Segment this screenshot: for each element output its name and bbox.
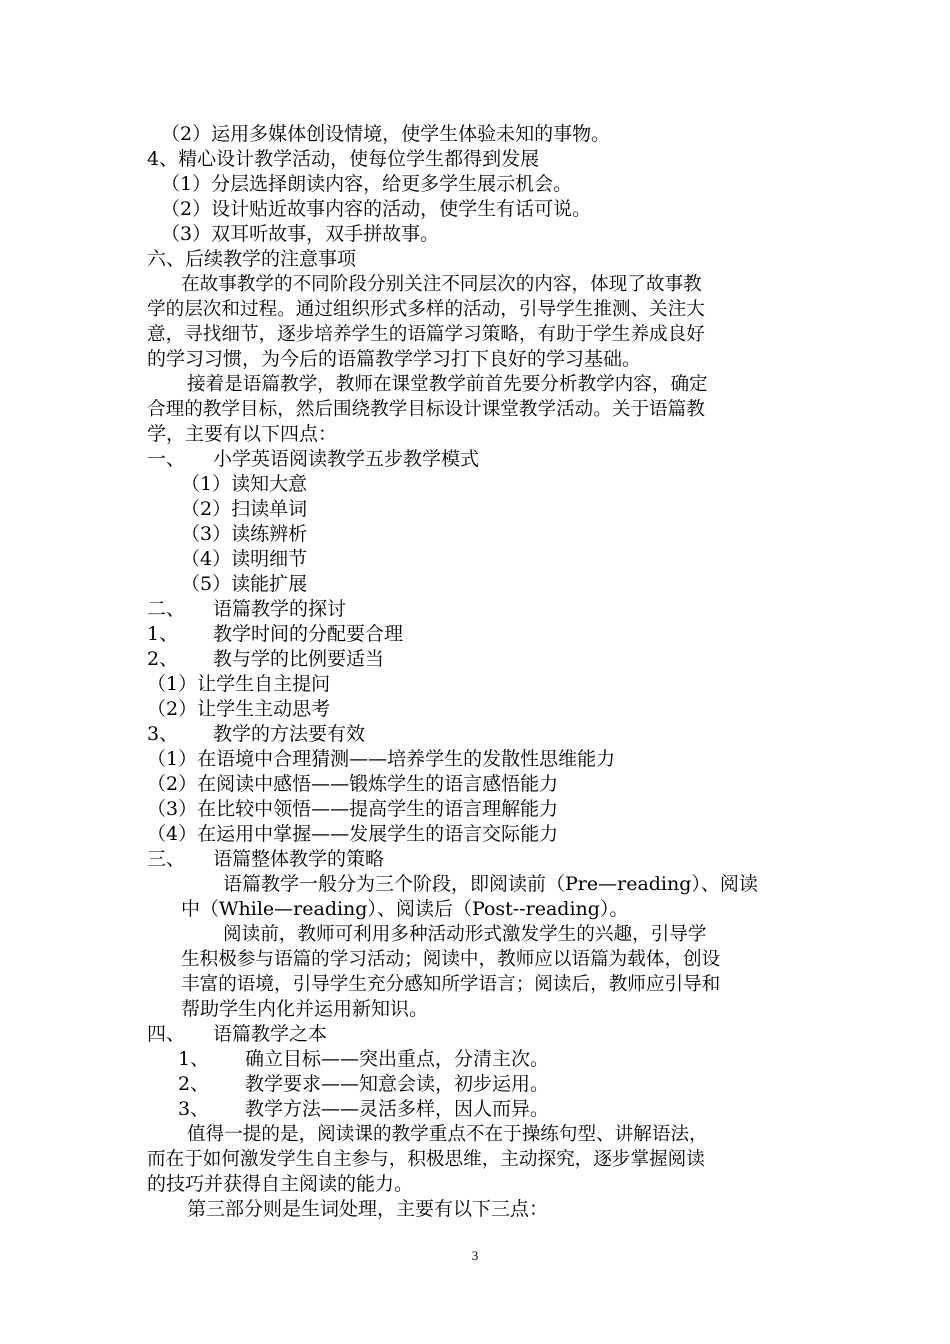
- numbered-item: [147, 722, 365, 747]
- list-item: （2）设计贴近故事内容的活动，使学生有话可说。: [161, 198, 592, 220]
- list-item: （2）运用多媒体创设情境，使学生体验未知的事物。: [161, 123, 611, 145]
- section-heading: [147, 847, 384, 872]
- heading-number: 二、: [147, 598, 186, 620]
- list-item: （5）读能扩展: [181, 573, 308, 595]
- heading-text: 语篇教学的探讨: [213, 598, 347, 620]
- heading-text: 小学英语阅读教学五步教学模式: [213, 448, 480, 470]
- paragraph-line: 的学习习惯，为今后的语篇教学学习打下良好的学习基础。: [147, 348, 642, 370]
- list-item: （4）读明细节: [181, 548, 308, 570]
- heading-text: 语篇整体教学的策略: [213, 848, 385, 870]
- item-text: 确立目标——突出重点，分清主次。: [245, 1048, 550, 1070]
- paragraph-line: 的技巧并获得自主阅读的能力。: [147, 1173, 414, 1195]
- heading-number: 一、: [147, 448, 186, 470]
- item-number: 3、: [147, 723, 179, 745]
- heading-number: 四、: [147, 1023, 186, 1045]
- item-number: 3、: [178, 1098, 210, 1120]
- item-text: 教学的方法要有效: [213, 723, 366, 745]
- item-text: 教学时间的分配要合理: [213, 623, 404, 645]
- item-number: 1、: [147, 623, 179, 645]
- numbered-item: [178, 1072, 549, 1097]
- page-number: 3: [471, 1248, 479, 1263]
- list-item: （3）在比较中领悟——提高学生的语言理解能力: [147, 798, 559, 820]
- item-text: 教学方法——灵活多样，因人而异。: [245, 1098, 550, 1120]
- list-item: （2）让学生主动思考: [147, 698, 331, 720]
- list-item: （2）扫读单词: [181, 498, 308, 520]
- heading-number: 三、: [147, 848, 186, 870]
- section-heading: [147, 597, 346, 622]
- paragraph-line: 值得一提的是，阅读课的教学重点不在于操练句型、讲解语法，: [187, 1124, 708, 1145]
- paragraph-line: 第三部分则是生词处理，主要有以下三点：: [187, 1198, 549, 1220]
- list-item: （1）分层选择朗读内容，给更多学生展示机会。: [161, 173, 573, 195]
- heading-text: 语篇教学之本: [213, 1023, 328, 1045]
- paragraph-line: 学的层次和过程。通过组织形式多样的活动，引导学生推测、关注大: [147, 299, 705, 320]
- list-item: （1）读知大意: [181, 473, 308, 495]
- numbered-item: [178, 1097, 549, 1122]
- item-number: 1、: [178, 1048, 210, 1070]
- paragraph-line: 而在于如何激发学生自主参与，积极思维，主动探究，逐步掌握阅读: [147, 1149, 705, 1170]
- numbered-item: [178, 1047, 549, 1072]
- paragraph-line: 在故事教学的不同阶段分别关注不同层次的内容，体现了故事教: [181, 274, 702, 295]
- paragraph-line: 帮助学生内化并运用新知识。: [181, 998, 429, 1020]
- paragraph-line: 意，寻找细节，逐步培养学生的语篇学习策略，有助于学生养成良好: [147, 324, 705, 345]
- list-item: （1）在语境中合理猜测——培养学生的发散性思维能力: [147, 748, 616, 770]
- paragraph-line: 合理的教学目标，然后围绕教学目标设计课堂教学活动。关于语篇教: [147, 399, 705, 420]
- paragraph-line: 学，主要有以下四点：: [147, 423, 338, 445]
- paragraph-line: 丰富的语境，引导学生充分感知所学语言；阅读后，教师应引导和: [181, 974, 721, 995]
- paragraph-line: 语篇教学一般分为三个阶段，即阅读前（Pre—reading）、阅读: [223, 873, 758, 895]
- paragraph-line: 接着是语篇教学，教师在课堂教学前首先要分析教学内容，确定: [187, 374, 708, 395]
- list-item: （3）双耳听故事，双手拼故事。: [161, 223, 440, 245]
- paragraph-line: 中（While—reading）、阅读后（Post--reading）。: [181, 898, 629, 920]
- list-item: （4）在运用中掌握——发展学生的语言交际能力: [147, 823, 559, 845]
- section-heading: [147, 447, 479, 472]
- list-item: （1）让学生自主提问: [147, 673, 331, 695]
- paragraph-line: 生积极参与语篇的学习活动；阅读中，教师应以语篇为载体，创设: [181, 949, 721, 970]
- list-item: （3）读练辨析: [181, 523, 308, 545]
- section-heading: 六、后续教学的注意事项: [147, 248, 357, 270]
- list-item: （2）在阅读中感悟——锻炼学生的语言感悟能力: [147, 773, 559, 795]
- item-number: 2、: [178, 1073, 210, 1095]
- section-heading: [147, 1022, 327, 1047]
- item-text: 教学要求——知意会读，初步运用。: [245, 1073, 550, 1095]
- numbered-item: [147, 622, 403, 647]
- numbered-item: [147, 647, 384, 672]
- section-heading: 4、精心设计教学活动，使每位学生都得到发展: [147, 148, 540, 170]
- item-number: 2、: [147, 648, 179, 670]
- paragraph-line: 阅读前，教师可利用多种活动形式激发学生的兴趣，引导学: [223, 924, 707, 945]
- item-text: 教与学的比例要适当: [213, 648, 385, 670]
